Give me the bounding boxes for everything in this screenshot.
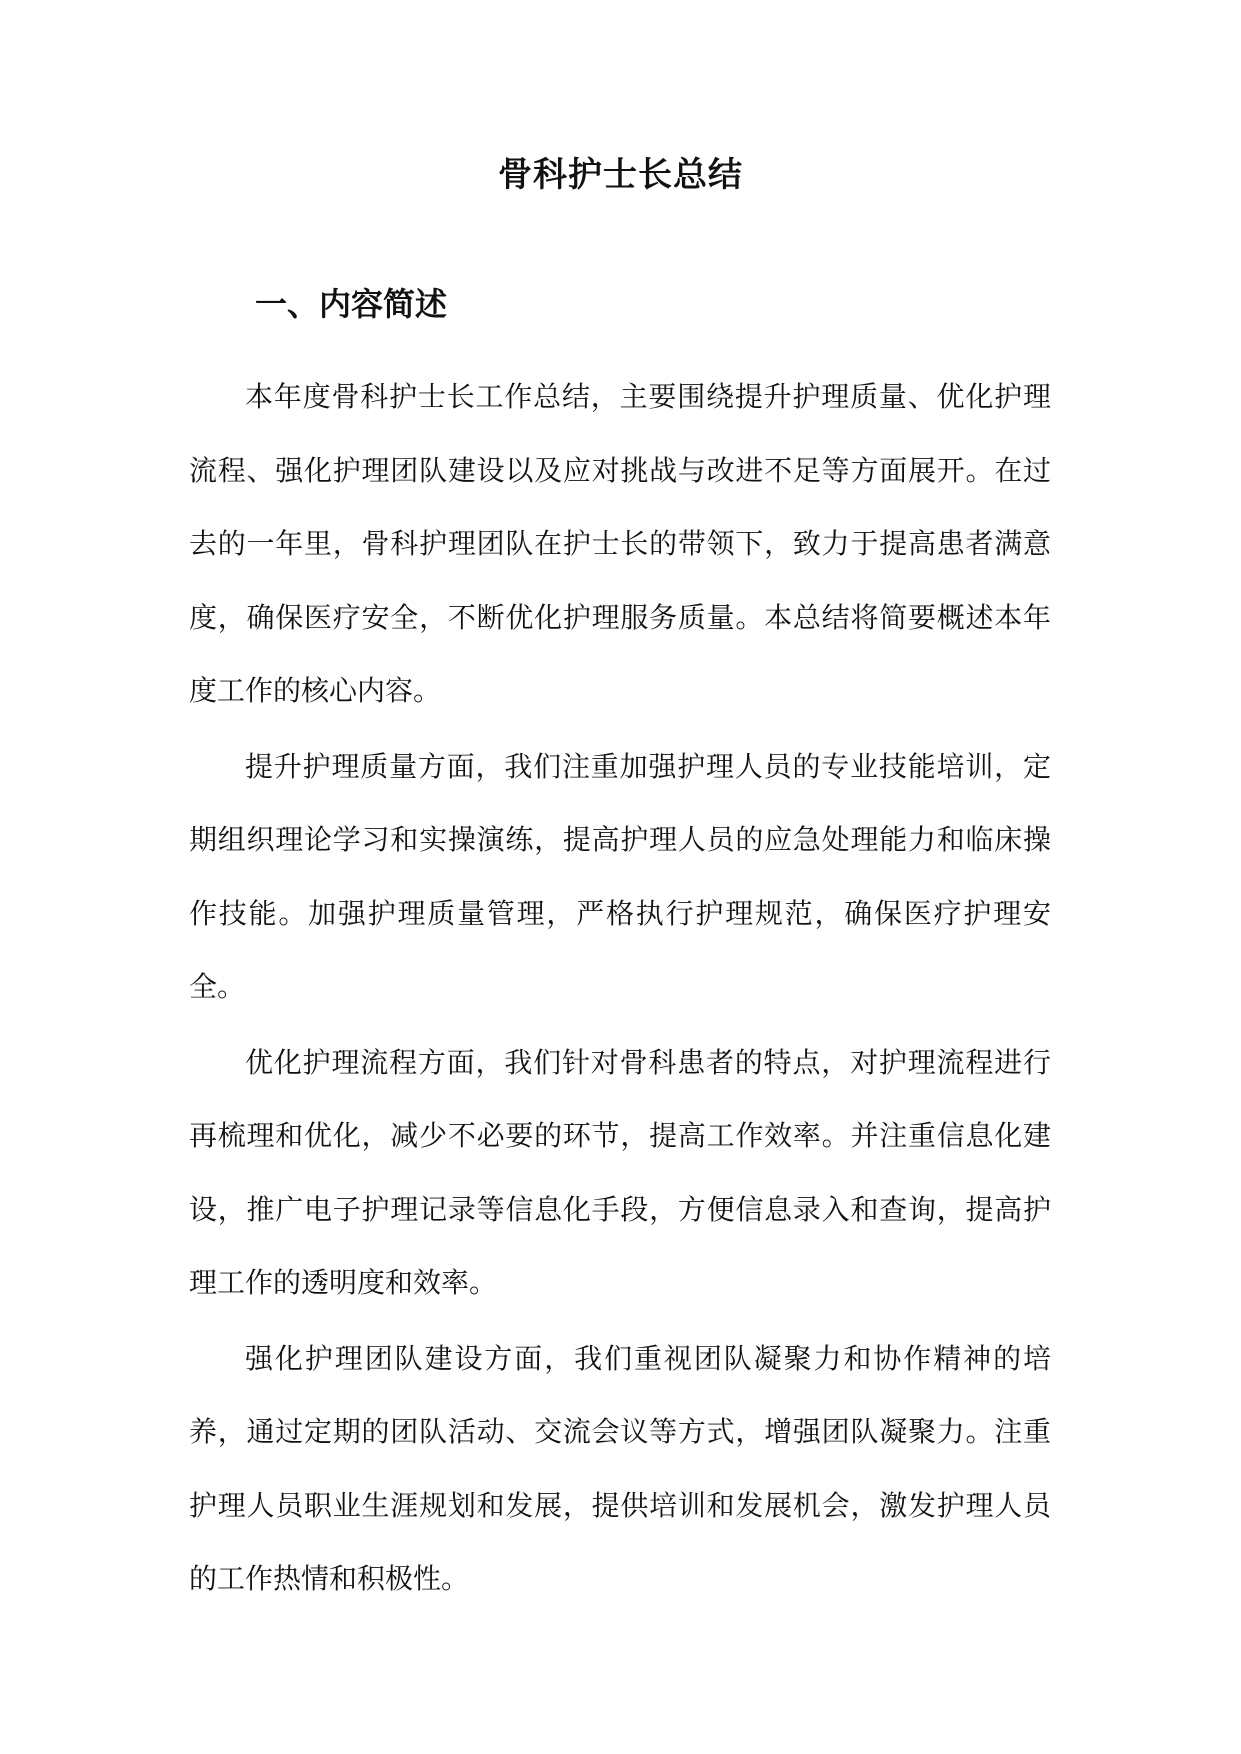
paragraph-summary: 本年度骨科护士长工作总结，主要围绕提升护理质量、优化护理流程、强化护理团队建设以及应对挑战与改进不足等方面展开。在过去的一年里，骨科护理团队在护士长的带领下，致力于提高患者满意度，确保医疗安全，不断优化护理服务质量。本总结将简要概述本年度工作的核心内容。 xyxy=(189,380,1051,707)
paragraph-quality: 提升护理质量方面，我们注重加强护理人员的专业技能培训，定期组织理论学习和实操演练，提高护理人员的应急处理能力和临床操作技能。加强护理质量管理，严格执行护理规范，确保医疗护理安全。 xyxy=(189,749,1051,1003)
section-heading: 一、内容简述 xyxy=(255,285,448,323)
page-title: 骨科护士长总结 xyxy=(498,155,743,195)
paragraph-team: 强化护理团队建设方面，我们重视团队凝聚力和协作精神的培养，通过定期的团队活动、交流会议等方式，增强团队凝聚力。注重护理人员职业生涯规划和发展，提供培训和发展机会，激发护理人员的工作热情和积极性。 xyxy=(189,1341,1051,1595)
paragraph-process: 优化护理流程方面，我们针对骨科患者的特点，对护理流程进行再梳理和优化，减少不必要的环节，提高工作效率。并注重信息化建设，推广电子护理记录等信息化手段，方便信息录入和查询，提高护理工作的透明度和效率。 xyxy=(189,1045,1051,1299)
body-text xyxy=(189,360,1051,1618)
